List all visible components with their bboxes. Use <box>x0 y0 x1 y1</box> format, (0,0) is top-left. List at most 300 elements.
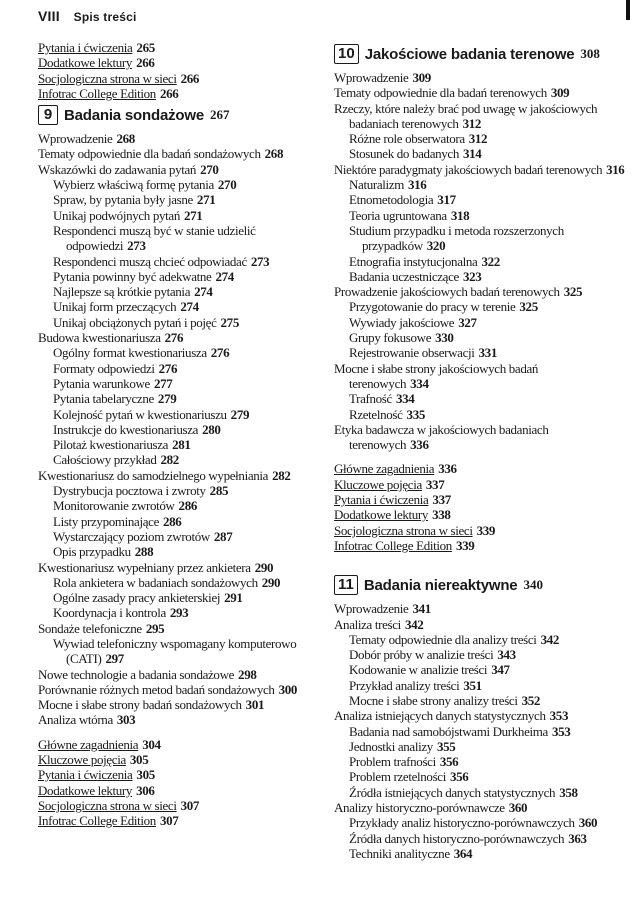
entry-title: Porównanie różnych metod badań sondażowych <box>38 681 275 697</box>
toc-entry[interactable] <box>38 361 300 376</box>
entry-page: 358 <box>559 784 578 800</box>
toc-entry[interactable] <box>334 662 624 677</box>
toc-entry[interactable] <box>38 269 300 284</box>
toc-entry[interactable] <box>334 724 624 739</box>
entry-title: Prowadzenie jakościowych badań terenowych <box>334 284 560 300</box>
entry-page: 337 <box>425 476 445 492</box>
entry-page: 268 <box>116 131 135 147</box>
entry-page: 274 <box>180 299 199 315</box>
entry-page: 295 <box>145 620 165 636</box>
toc-entry[interactable] <box>334 601 624 616</box>
entry-title: terenowych <box>349 375 407 391</box>
entry-page: 276 <box>210 345 230 361</box>
section-gap <box>334 553 624 571</box>
entry-page: 271 <box>183 207 203 223</box>
entry-title: (CATI) <box>66 651 102 667</box>
entry-page: 352 <box>521 692 541 708</box>
toc-entry[interactable] <box>38 208 300 223</box>
entry-page: 323 <box>462 268 482 284</box>
entry-title: Pytania i ćwiczenia <box>38 767 133 783</box>
entry-page: 309 <box>550 85 570 101</box>
entry-page: 353 <box>551 723 571 739</box>
toc-entry[interactable] <box>38 131 300 146</box>
toc-entry[interactable] <box>334 785 624 800</box>
entry-title: Dodatkowe lektury <box>334 507 429 523</box>
toc-entry[interactable] <box>334 754 624 769</box>
toc-entry[interactable] <box>334 101 624 116</box>
entry-page: 325 <box>519 299 538 315</box>
entry-page: 331 <box>478 345 497 361</box>
toc-entry[interactable] <box>38 452 300 467</box>
entry-title: Sondaże telefoniczne <box>38 620 142 636</box>
toc-entry[interactable] <box>334 284 624 299</box>
toc-entry[interactable] <box>38 162 300 177</box>
entry-title: Pytania tabelaryczne <box>53 391 154 407</box>
toc-link-entry[interactable] <box>334 523 624 538</box>
toc-entry[interactable] <box>38 498 300 513</box>
entry-title: Kluczowe pojęcia <box>334 476 422 492</box>
entry-title: Główne zagadnienia <box>38 736 139 752</box>
entry-title: Trafność <box>349 391 392 407</box>
entry-title: Ogólne zasady pracy ankieterskiej <box>53 590 221 606</box>
toc-entry[interactable] <box>38 651 300 666</box>
entry-page: 330 <box>435 330 454 346</box>
toc-link-entry[interactable] <box>38 40 300 55</box>
entry-page: 274 <box>194 284 213 300</box>
toc-entry[interactable] <box>38 407 300 422</box>
running-title: Spis treści <box>73 10 137 24</box>
chapter-page: 267 <box>209 107 230 123</box>
toc-entry[interactable] <box>334 376 624 391</box>
entry-title: Techniki analityczne <box>349 845 450 861</box>
entry-title: Instrukcje do kwestionariusza <box>53 421 199 437</box>
toc-link-entry[interactable] <box>38 752 300 767</box>
entry-page: 297 <box>105 651 124 667</box>
entry-title: Pytania i ćwiczenia <box>334 492 429 508</box>
entry-page: 288 <box>134 544 154 560</box>
entry-title: Tematy odpowiednie dla analizy treści <box>349 631 537 647</box>
entry-title: Dystrybucja pocztowa i zwroty <box>53 483 206 499</box>
entry-title: Infotrac College Edition <box>38 813 156 829</box>
toc-entry[interactable] <box>38 315 300 330</box>
entry-title: Całościowy przykład <box>53 452 157 468</box>
toc-entry[interactable] <box>334 223 624 238</box>
toc-entry[interactable] <box>38 544 300 559</box>
toc-entry[interactable] <box>38 284 300 299</box>
entry-page: 281 <box>172 437 191 453</box>
toc-entry[interactable] <box>38 192 300 207</box>
entry-title: Nowe technologie a badania sondażowe <box>38 666 235 682</box>
entry-title: Kodowanie w analizie treści <box>349 662 488 678</box>
toc-entry[interactable] <box>334 693 624 708</box>
entry-page: 314 <box>462 146 482 162</box>
entry-title: Analizy historyczno-porównawcze <box>334 800 505 816</box>
entry-page: 266 <box>159 85 179 101</box>
toc-entry[interactable] <box>334 269 624 284</box>
entry-title: Wprowadzenie <box>334 70 409 85</box>
entry-page: 290 <box>254 559 274 575</box>
entry-page: 363 <box>568 830 587 846</box>
toc-entry[interactable] <box>334 330 624 345</box>
toc-entry[interactable] <box>334 769 624 784</box>
toc-entry[interactable] <box>38 621 300 636</box>
entry-title: Źródła danych historyczno-porównawczych <box>349 830 565 846</box>
toc-entry[interactable] <box>38 468 300 483</box>
entry-page: 309 <box>412 70 431 85</box>
entry-title: Analiza istniejących danych statystycznych <box>334 708 546 724</box>
entry-page: 307 <box>180 797 200 813</box>
toc-entry[interactable] <box>334 647 624 662</box>
entry-page: 318 <box>450 207 470 223</box>
entry-page: 364 <box>453 845 473 861</box>
entry-title: Etnometodologia <box>349 192 434 208</box>
toc-entry[interactable] <box>334 422 624 437</box>
entry-title: Najlepsze są krótkie pytania <box>53 284 191 300</box>
entry-page: 339 <box>455 537 475 553</box>
toc-link-entry[interactable] <box>334 461 624 476</box>
toc-link-entry[interactable] <box>38 767 300 782</box>
toc-entry[interactable] <box>38 177 300 192</box>
entry-page: 338 <box>432 507 451 523</box>
entry-title: Tematy odpowiednie dla badań sondażowych <box>38 146 261 162</box>
entry-title: Wywiad telefoniczny wspomagany komputerowo <box>53 635 297 651</box>
toc-link-entry[interactable] <box>334 477 624 492</box>
entry-title: Etyka badawcza w jakościowych badaniach <box>334 421 549 437</box>
chapter-title: Jakościowe badania terenowe <box>364 45 575 63</box>
entry-page: 360 <box>578 815 598 831</box>
entry-page: 356 <box>449 769 469 785</box>
entry-page: 325 <box>563 284 583 300</box>
toc-entry[interactable] <box>334 739 624 754</box>
entry-title: przypadków <box>362 238 423 254</box>
entry-page: 335 <box>406 406 425 422</box>
entry-title: Badania nad samobójstwami Durkheima <box>349 723 548 739</box>
toc-entry[interactable] <box>38 238 300 253</box>
entry-title: Etnografia instytucjonalna <box>349 253 478 269</box>
entry-page: 270 <box>200 161 219 177</box>
entry-page: 287 <box>213 528 233 544</box>
entry-page: 351 <box>463 677 482 693</box>
toc-entry[interactable] <box>38 299 300 314</box>
entry-page: 317 <box>437 192 456 208</box>
toc-entry[interactable] <box>38 345 300 360</box>
toc-entry[interactable] <box>334 315 624 330</box>
entry-title: Pytania i ćwiczenia <box>38 40 133 55</box>
entry-page: 334 <box>395 391 415 407</box>
page-edge-mark <box>626 0 630 20</box>
entry-title: Wprowadzenie <box>38 131 113 147</box>
entry-page: 312 <box>462 115 482 131</box>
entry-title: Rzeczy, które należy brać pod uwagę w jakościowych <box>334 100 598 116</box>
toc-entry[interactable] <box>38 376 300 391</box>
toc-entry[interactable] <box>38 146 300 161</box>
toc-entry[interactable] <box>334 678 624 693</box>
entry-title: Rejestrowanie obserwacji <box>349 345 475 361</box>
entry-page: 282 <box>272 467 291 483</box>
toc-entry[interactable] <box>38 437 300 452</box>
entry-page: 306 <box>136 782 155 798</box>
chapter-title: Badania niereaktywne <box>363 576 518 594</box>
entry-title: Wskazówki do zadawania pytań <box>38 161 197 177</box>
entry-page: 265 <box>136 40 155 55</box>
toc-link-entry[interactable] <box>38 813 300 828</box>
entry-title: Wywiady jakościowe <box>349 314 455 330</box>
toc-entry[interactable] <box>38 514 300 529</box>
entry-page: 285 <box>209 483 229 499</box>
entry-page: 286 <box>178 498 197 514</box>
entry-title: Źródła istniejących danych statystycznych <box>349 784 556 800</box>
entry-page: 276 <box>164 330 184 346</box>
entry-title: Analiza treści <box>334 616 401 632</box>
toc-entry[interactable] <box>334 617 624 632</box>
toc-entry[interactable] <box>334 846 624 861</box>
entry-page: 280 <box>202 421 221 437</box>
section-gap <box>334 452 624 461</box>
entry-page: 355 <box>436 738 456 754</box>
entry-page: 273 <box>127 238 146 254</box>
entry-page: 353 <box>549 708 569 724</box>
entry-title: Unikaj form przeczących <box>53 299 177 315</box>
entry-title: Respondenci muszą być w stanie udzielić <box>53 222 256 238</box>
entry-title: Mocne i słabe strony badań sondażowych <box>38 697 242 713</box>
entry-title: Stosunek do badanych <box>349 146 459 162</box>
entry-title: Respondenci muszą chcieć odpowiadać <box>53 253 247 269</box>
entry-page: 304 <box>142 736 161 752</box>
entry-title: Pytania powinny być adekwatne <box>53 268 212 284</box>
entry-title: terenowych <box>349 437 407 453</box>
toc-link-entry[interactable] <box>38 55 300 70</box>
entry-page: 282 <box>160 452 179 468</box>
entry-page: 307 <box>159 813 179 829</box>
entry-title: Teoria ugruntowana <box>349 207 447 223</box>
entry-title: Listy przypominające <box>53 513 159 529</box>
toc-entry[interactable] <box>334 345 624 360</box>
entry-page: 274 <box>215 268 234 284</box>
entry-title: Problem rzetelności <box>349 769 446 785</box>
entry-title: Wystarczający poziom zwrotów <box>53 528 210 544</box>
entry-page: 316 <box>407 177 427 193</box>
toc-entry[interactable] <box>38 575 300 590</box>
entry-page: 276 <box>158 360 178 376</box>
entry-page: 336 <box>410 437 429 453</box>
entry-page: 312 <box>468 131 488 147</box>
entry-title: Tematy odpowiednie dla badań terenowych <box>334 85 547 101</box>
chapter-heading[interactable] <box>334 573 624 597</box>
entry-page: 334 <box>410 375 429 391</box>
entry-page: 322 <box>481 253 500 269</box>
entry-title: Opis przypadku <box>53 544 131 560</box>
toc-link-entry[interactable] <box>334 507 624 522</box>
chapter-number-box: 9 <box>38 105 58 125</box>
toc-link-entry[interactable] <box>334 538 624 553</box>
entry-title: Formaty odpowiedzi <box>53 360 155 376</box>
entry-page: 291 <box>224 590 243 606</box>
entry-title: Mocne i słabe strony analizy treści <box>349 692 518 708</box>
entry-title: Kwestionariusz do samodzielnego wypełniania <box>38 467 269 483</box>
toc-entry[interactable] <box>38 529 300 544</box>
entry-title: Analiza wtórna <box>38 712 113 728</box>
entry-title: Monitorowanie zwrotów <box>53 498 175 514</box>
toc-link-entry[interactable] <box>38 737 300 752</box>
chapter-heading[interactable] <box>334 42 624 66</box>
entry-title: Spraw, by pytania były jasne <box>53 192 193 208</box>
entry-title: Przykład analizy treści <box>349 677 460 693</box>
toc-entry[interactable] <box>334 85 624 100</box>
chapter-number-box: 11 <box>334 575 358 595</box>
entry-page: 290 <box>261 574 281 590</box>
toc-link-entry[interactable] <box>38 798 300 813</box>
toc-right-column <box>334 40 624 861</box>
entry-page: 342 <box>404 616 424 632</box>
toc-entry[interactable] <box>334 254 624 269</box>
entry-title: Jednostki analizy <box>349 738 433 754</box>
page-number: VIII <box>38 8 60 24</box>
toc-entry[interactable] <box>334 708 624 723</box>
entry-title: Naturalizm <box>349 177 404 193</box>
entry-title: Grupy fokusowe <box>349 330 432 346</box>
entry-page: 337 <box>432 492 451 508</box>
chapter-page: 340 <box>523 577 543 593</box>
entry-title: Badania uczestniczące <box>349 268 459 284</box>
entry-page: 271 <box>196 192 216 208</box>
toc-entry[interactable] <box>334 407 624 422</box>
toc-entry[interactable] <box>38 391 300 406</box>
entry-page: 336 <box>438 461 457 477</box>
toc-entry[interactable] <box>38 330 300 345</box>
entry-title: Ogólny format kwestionariusza <box>53 345 207 361</box>
entry-title: odpowiedzi <box>66 238 124 254</box>
toc-entry[interactable] <box>334 177 624 192</box>
toc-entry[interactable] <box>38 422 300 437</box>
entry-page: 301 <box>245 697 265 713</box>
toc-link-entry[interactable] <box>38 71 300 86</box>
toc-entry[interactable] <box>334 238 624 253</box>
toc-entry[interactable] <box>38 697 300 712</box>
entry-title: Socjologiczna strona w sieci <box>334 522 473 538</box>
entry-page: 268 <box>264 146 284 162</box>
entry-title: Rola ankietera w badaniach sondażowych <box>53 574 258 590</box>
entry-page: 356 <box>439 754 459 770</box>
entry-title: Unikaj podwójnych pytań <box>53 207 180 223</box>
toc-entry[interactable] <box>334 161 625 177</box>
toc-entry[interactable] <box>334 116 624 131</box>
entry-title: Dobór próby w analizie treści <box>349 647 494 663</box>
entry-page: 273 <box>250 253 270 269</box>
entry-page: 305 <box>136 767 155 783</box>
entry-title: badaniach terenowych <box>349 115 459 131</box>
entry-title: Główne zagadnienia <box>334 461 435 477</box>
entry-title: Niektóre paradygmaty jakościowych badań terenowych <box>334 161 603 177</box>
entry-title: Różne role obserwatora <box>349 131 465 147</box>
entry-page: 342 <box>540 631 560 647</box>
toc-entry[interactable] <box>38 712 300 727</box>
toc-entry[interactable] <box>38 483 300 498</box>
toc-entry[interactable] <box>38 667 300 682</box>
page-header <box>38 8 137 24</box>
entry-page: 266 <box>136 55 155 71</box>
toc-entry[interactable] <box>38 682 300 697</box>
toc-entry[interactable] <box>38 590 300 605</box>
toc-link-entry[interactable] <box>334 492 624 507</box>
toc-entry[interactable] <box>334 361 624 376</box>
entry-title: Dodatkowe lektury <box>38 55 133 71</box>
chapter-title: Badania sondażowe <box>64 106 204 124</box>
toc-entry[interactable] <box>334 208 624 223</box>
toc-entry[interactable] <box>334 437 624 452</box>
entry-page: 305 <box>129 752 149 768</box>
entry-page: 298 <box>238 666 257 682</box>
entry-title: Przygotowanie do pracy w terenie <box>349 299 516 315</box>
entry-title: Pilotaż kwestionariusza <box>53 437 169 453</box>
entry-page: 327 <box>458 314 477 330</box>
entry-page: 279 <box>157 391 177 407</box>
chapter-page: 308 <box>580 46 600 61</box>
toc-entry[interactable] <box>334 70 624 85</box>
toc-entry[interactable] <box>38 254 300 269</box>
entry-title: Problem trafności <box>349 754 436 770</box>
entry-page: 275 <box>220 314 239 330</box>
toc-link-entry[interactable] <box>38 86 300 101</box>
entry-page: 266 <box>180 70 200 86</box>
entry-page: 343 <box>497 647 516 663</box>
toc-entry[interactable] <box>38 560 300 575</box>
toc-entry[interactable] <box>334 131 624 146</box>
section-gap <box>38 728 300 737</box>
entry-page: 341 <box>412 601 431 617</box>
toc-entry[interactable] <box>334 299 624 314</box>
entry-title: Koordynacja i kontrola <box>53 605 166 621</box>
toc-link-entry[interactable] <box>38 783 300 798</box>
entry-page: 277 <box>153 375 173 391</box>
entry-page: 360 <box>508 800 528 816</box>
entry-title: Unikaj obciążonych pytań i pojęć <box>53 314 217 330</box>
entry-page: 316 <box>606 161 625 177</box>
toc-entry[interactable] <box>334 391 624 406</box>
entry-page: 339 <box>476 522 496 538</box>
toc-entry[interactable] <box>38 605 300 620</box>
entry-title: Socjologiczna strona w sieci <box>38 797 177 813</box>
entry-page: 286 <box>163 513 182 529</box>
toc-entry[interactable] <box>38 223 300 238</box>
toc-entry[interactable] <box>38 636 300 651</box>
toc-entry[interactable] <box>334 632 624 647</box>
entry-title: Wybierz właściwą formę pytania <box>53 177 214 193</box>
entry-title: Studium przypadku i metoda rozszerzonych <box>349 222 564 238</box>
entry-title: Infotrac College Edition <box>334 537 452 553</box>
entry-title: Wprowadzenie <box>334 601 409 617</box>
toc-entry[interactable] <box>334 146 624 161</box>
entry-page: 320 <box>426 238 446 254</box>
entry-title: Przykłady analiz historyczno-porównawczych <box>349 815 575 831</box>
entry-page: 270 <box>217 177 237 193</box>
entry-title: Dodatkowe lektury <box>38 782 133 798</box>
toc-entry[interactable] <box>334 831 624 846</box>
toc-entry[interactable] <box>334 815 624 830</box>
entry-title: Rzetelność <box>349 406 403 422</box>
toc-entry[interactable] <box>334 192 624 207</box>
entry-page: 279 <box>230 406 250 422</box>
entry-title: Kluczowe pojęcia <box>38 752 126 768</box>
entry-page: 293 <box>169 605 189 621</box>
chapter-heading[interactable] <box>38 103 300 127</box>
toc-left-column <box>38 40 300 829</box>
entry-title: Mocne i słabe strony jakościowych badań <box>334 360 539 376</box>
entry-page: 303 <box>116 712 136 728</box>
entry-title: Pytania warunkowe <box>53 375 150 391</box>
toc-entry[interactable] <box>334 800 624 815</box>
entry-title: Kolejność pytań w kwestionariuszu <box>53 406 227 422</box>
entry-title: Infotrac College Edition <box>38 85 156 101</box>
